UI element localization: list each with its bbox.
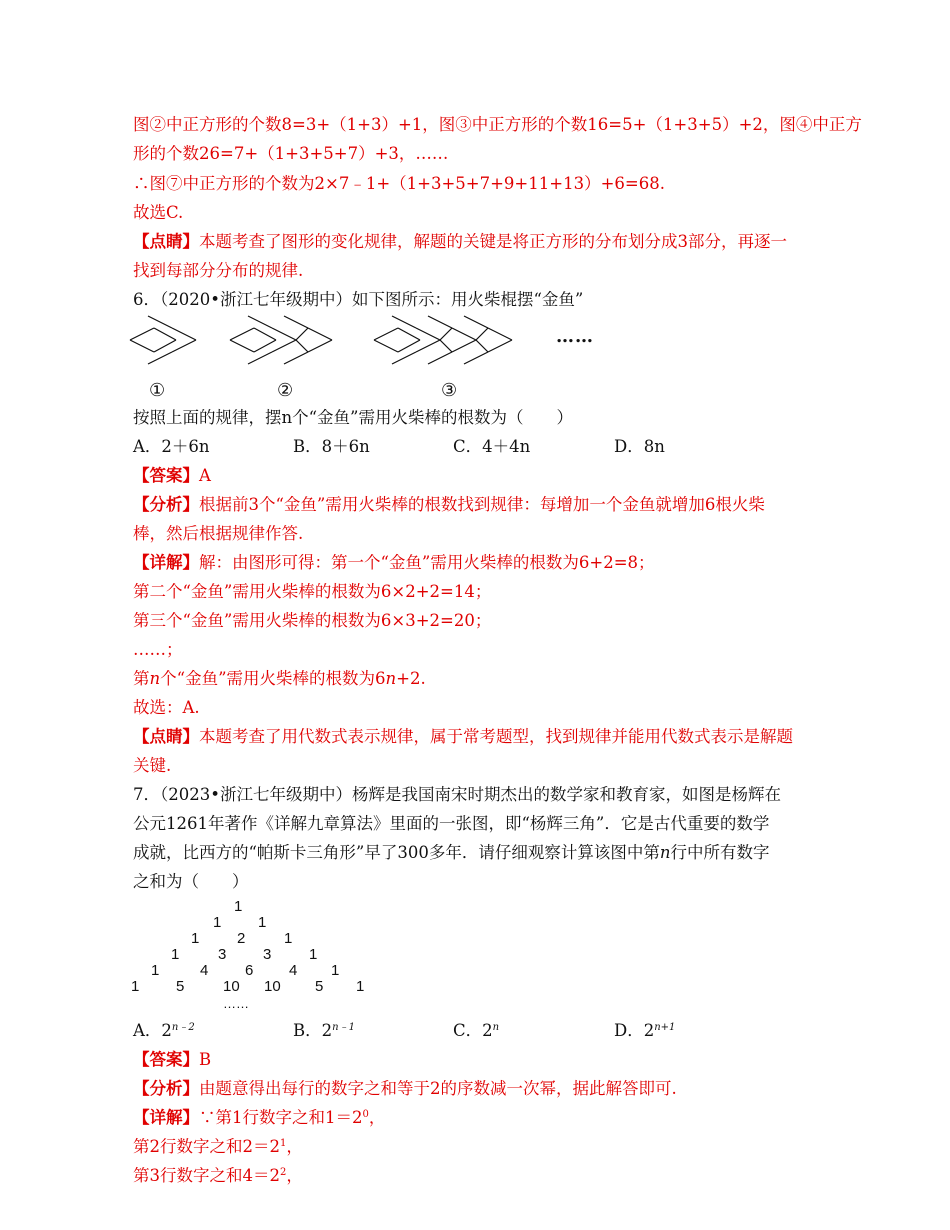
matchstick — [248, 352, 272, 364]
matchstick — [230, 340, 254, 352]
detail-text: +2. — [396, 669, 426, 688]
triangle-number: 1 — [131, 978, 140, 995]
matchstick — [148, 352, 172, 364]
matchstick — [374, 328, 398, 340]
option-c — [453, 1020, 499, 1042]
matchstick — [488, 340, 512, 352]
exponent: 0 — [362, 1109, 369, 1120]
punctuation: ， — [286, 1166, 303, 1185]
variable-n: n — [385, 669, 397, 688]
answer-tag: 【答案】 — [133, 1050, 199, 1069]
triangle-number: 5 — [315, 978, 324, 995]
triangle-number: 6 — [245, 962, 254, 979]
triangle-number: 1 — [151, 962, 160, 979]
detail-line: 第三个“金鱼”需用火柴棒的根数为6×3+2=20； — [133, 611, 492, 630]
question-6-prompt: 按照上面的规律，摆n个“金鱼”需用火柴棒的根数为（ ） — [133, 408, 573, 427]
matchstick — [284, 352, 308, 364]
choice-line: 故选C. — [133, 203, 184, 222]
option-a: A．2＋6n — [133, 437, 210, 456]
comment-text: 本题考查了用代数式表示规律，属于常考题型，找到规律并能用代数式表示是解题 — [199, 727, 793, 746]
detail-line — [133, 1165, 303, 1187]
analysis-text: 根据前3个“金鱼”需用火柴棒的根数找到规律：每增加一个金鱼就增加6根火柴 — [199, 495, 765, 514]
matchstick — [416, 340, 440, 352]
answer-tag: 【答案】 — [133, 466, 199, 485]
triangle-dots: …… — [223, 996, 249, 1011]
matchstick — [488, 328, 512, 340]
detail-text: ∵第1行数字之和1＝2 — [199, 1108, 363, 1127]
option-text: D．2 — [614, 1021, 655, 1040]
option-d: D．8n — [614, 437, 665, 456]
option-exponent: n﹣1 — [332, 1022, 355, 1033]
triangle-number: 4 — [200, 962, 209, 979]
option-a — [133, 1020, 195, 1042]
option-d — [614, 1020, 675, 1042]
detail-line: ……； — [133, 640, 183, 659]
matchstick — [452, 340, 476, 352]
matchstick — [416, 328, 440, 340]
matchstick — [476, 340, 488, 352]
detail-tag: 【详解】 — [133, 553, 199, 572]
option-exponent: n﹣2 — [171, 1022, 195, 1033]
triangle-number: 1 — [213, 914, 222, 931]
analysis-line: 棒，然后根据规律作答. — [133, 524, 304, 543]
matchstick — [296, 328, 308, 340]
matchstick — [464, 352, 488, 364]
answer-line — [133, 465, 211, 487]
matchstick — [172, 340, 196, 352]
matchstick — [254, 340, 276, 352]
triangle-number: 1 — [331, 962, 340, 979]
matchstick — [272, 328, 296, 340]
matchstick — [308, 340, 332, 352]
detail-line — [133, 552, 655, 574]
matchstick — [452, 328, 476, 340]
figure-label: ② — [277, 380, 294, 401]
option-text: C．2 — [453, 1021, 493, 1040]
triangle-number: 2 — [237, 930, 246, 947]
matchstick — [440, 328, 452, 340]
triangle-number: 4 — [289, 962, 298, 979]
question-7-stem — [133, 842, 770, 864]
question-7-stem: 公元1261年著作《详解九章算法》里面的一张图，即“杨辉三角”．它是古代重要的数学 — [133, 814, 770, 833]
triangle-number: 5 — [176, 978, 185, 995]
matchstick — [308, 328, 332, 340]
option-b: B．8＋6n — [293, 437, 370, 456]
triangle-number: 10 — [223, 978, 240, 995]
matchstick — [154, 340, 176, 352]
matchstick — [440, 340, 452, 352]
triangle-number: 1 — [234, 898, 243, 915]
matchstick — [392, 316, 416, 328]
triangle-number: 10 — [264, 978, 281, 995]
analysis-text: 由题意得出每行的数字之和等于2的序数减一次幂，据此解答即可. — [199, 1079, 677, 1098]
detail-line — [133, 668, 426, 690]
exponent: 1 — [280, 1138, 287, 1149]
triangle-number: 3 — [263, 946, 272, 963]
detail-text: 解：由图形可得：第一个“金鱼”需用火柴棒的根数为6+2=8； — [199, 553, 655, 572]
detail-text: 第 — [133, 669, 150, 688]
triangle-number: 1 — [258, 914, 267, 931]
figure-label: ③ — [441, 380, 458, 401]
matchstick — [254, 328, 276, 340]
matchstick — [230, 328, 254, 340]
option-exponent: n — [492, 1022, 500, 1033]
solution-line: 图②中正方形的个数8=3+（1+3）+1，图③中正方形的个数16=5+（1+3+5）+2，图④中正方 — [133, 115, 862, 134]
analysis-tag: 【分析】 — [133, 1079, 199, 1098]
matchstick — [172, 328, 196, 340]
answer-line — [133, 1049, 211, 1071]
matchstick — [248, 316, 272, 328]
option-text: A．2 — [133, 1021, 172, 1040]
option-c: C．4＋4n — [453, 437, 531, 456]
matchstick — [428, 352, 452, 364]
matchstick — [374, 340, 398, 352]
comment-tag: 【点睛】 — [133, 727, 199, 746]
comment-text: 本题考查了图形的变化规律，解题的关键是将正方形的分布划分成3部分，再逐一 — [199, 232, 787, 251]
choice-line: 故选：A. — [133, 698, 200, 717]
option-exponent: n+1 — [654, 1022, 676, 1033]
triangle-number: 1 — [309, 946, 318, 963]
analysis-tag: 【分析】 — [133, 495, 199, 514]
detail-text: 个“金鱼”需用火柴棒的根数为6 — [160, 669, 386, 688]
question-7-stem: 7．（2023•浙江七年级期中）杨辉是我国南宋时期杰出的数学家和教育家，如图是杨辉在 — [133, 785, 781, 804]
answer-value: A — [199, 466, 211, 485]
detail-text: 第3行数字之和4＝2 — [133, 1166, 280, 1185]
answer-value: B — [199, 1050, 212, 1069]
matchstick — [464, 316, 488, 328]
comment-line — [133, 231, 787, 253]
solution-line: ∴图⑦中正方形的个数为2×7﹣1+（1+3+5+7+9+11+13）+6=68. — [133, 174, 665, 193]
detail-text: 第2行数字之和2＝2 — [133, 1137, 280, 1156]
matchstick — [392, 352, 416, 364]
matchstick — [476, 328, 488, 340]
stem-text: 行中所有数字 — [670, 843, 770, 862]
matchstick — [272, 340, 296, 352]
option-b — [293, 1020, 355, 1042]
goldfish-3 — [374, 316, 512, 364]
matchstick — [148, 316, 172, 328]
triangle-number: 1 — [356, 978, 365, 995]
matchstick — [130, 340, 154, 352]
matchstick — [296, 340, 308, 352]
exponent: 2 — [280, 1167, 287, 1178]
variable-n: n — [149, 669, 161, 688]
matchstick — [428, 316, 452, 328]
comment-tag: 【点睛】 — [133, 232, 199, 251]
matchstick — [398, 328, 420, 340]
punctuation: ， — [368, 1108, 386, 1127]
option-text: B．2 — [293, 1021, 333, 1040]
question-6-stem: 6．（2020•浙江七年级期中）如下图所示：用火柴棍摆“金鱼” — [133, 290, 584, 309]
analysis-line — [133, 494, 765, 516]
matchstick — [130, 328, 154, 340]
detail-tag: 【详解】 — [133, 1108, 199, 1127]
matchstick — [284, 316, 308, 328]
goldfish-2 — [230, 316, 332, 364]
comment-line: 关键. — [133, 756, 172, 775]
detail-line — [133, 1107, 385, 1129]
detail-line: 第二个“金鱼”需用火柴棒的根数为6×2+2=14； — [133, 582, 492, 601]
triangle-number: 3 — [218, 946, 227, 963]
question-7-stem: 之和为（ ） — [133, 872, 249, 891]
goldfish-1 — [130, 316, 196, 364]
matchstick — [154, 328, 176, 340]
variable-n: n — [659, 843, 671, 862]
matchstick — [398, 340, 420, 352]
punctuation: ， — [286, 1137, 303, 1156]
stem-text: 成就，比西方的“帕斯卡三角形”早了300多年．请仔细观察计算该图中第 — [133, 843, 660, 862]
analysis-line — [133, 1078, 677, 1100]
comment-line — [133, 726, 793, 748]
goldfish-matchstick-figure — [128, 314, 608, 374]
triangle-number: 1 — [171, 946, 180, 963]
solution-line: 形的个数26=7+（1+3+5+7）+3，…… — [133, 144, 449, 163]
comment-line: 找到每部分分布的规律. — [133, 261, 304, 280]
triangle-number: 1 — [284, 930, 293, 947]
continuation-dots: …… — [556, 326, 594, 347]
figure-label: ① — [149, 380, 166, 401]
triangle-number: 1 — [191, 930, 200, 947]
detail-line — [133, 1136, 303, 1158]
